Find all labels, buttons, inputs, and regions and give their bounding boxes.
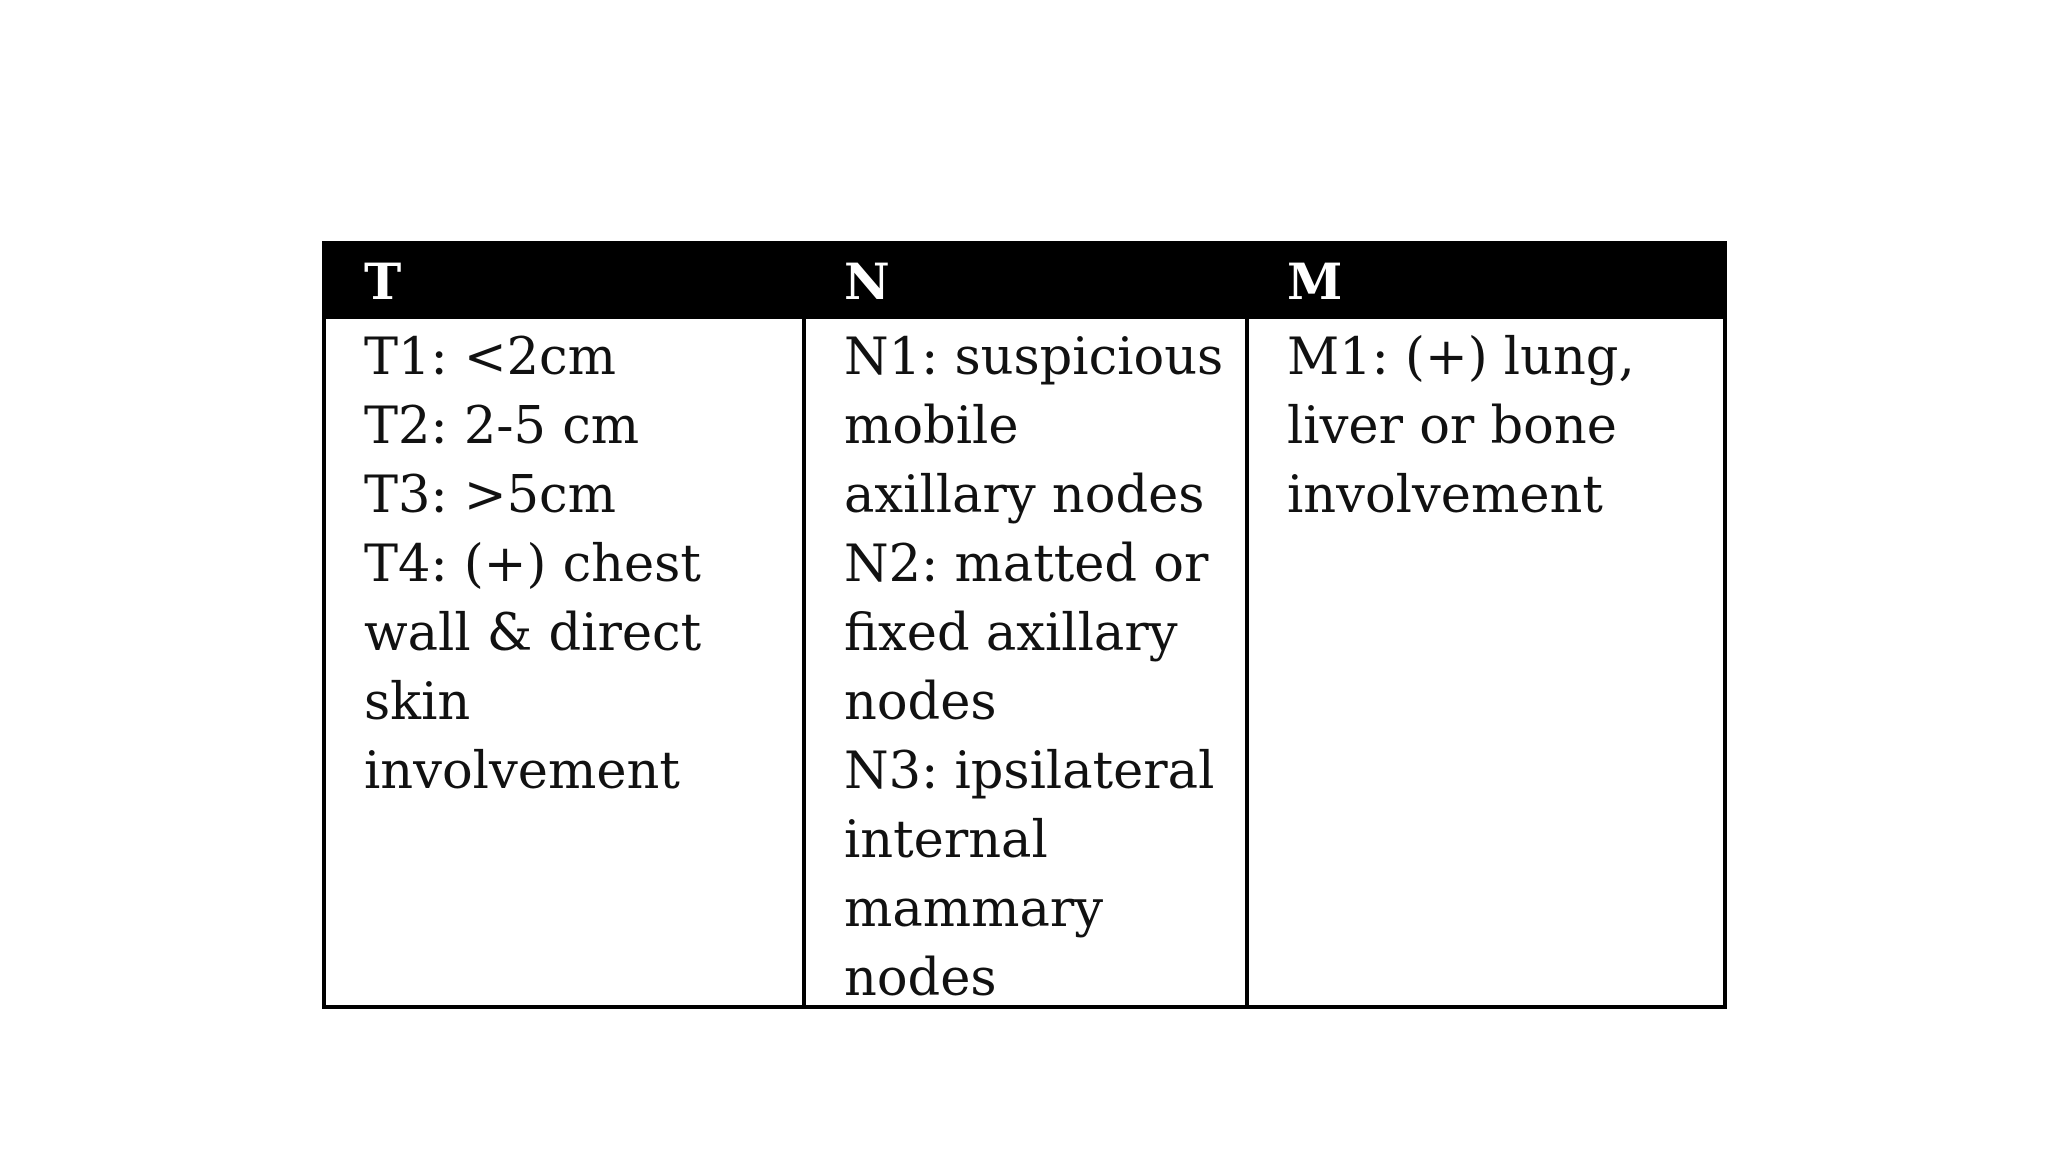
metastasis-line: involvement	[1287, 466, 1603, 525]
tumor-line: T3: >5cm	[364, 466, 616, 525]
node-line: N3: ipsilateral	[844, 742, 1215, 801]
column-divider	[802, 319, 806, 1005]
tumor-line: wall & direct	[364, 604, 702, 663]
node-line: mammary	[844, 880, 1104, 939]
node-line: axillary nodes	[844, 466, 1205, 525]
column-divider	[1245, 319, 1249, 1005]
node-line: mobile	[844, 397, 1019, 456]
node-line: N1: suspicious	[844, 328, 1224, 387]
node-line: internal	[844, 811, 1048, 870]
header-cell-t: T	[364, 252, 402, 311]
tumor-column-cell	[364, 319, 701, 1005]
table-header-row	[326, 245, 1723, 319]
metastasis-line: liver or bone	[1287, 397, 1617, 456]
header-cell-n: N	[844, 252, 890, 311]
node-line: nodes	[844, 949, 997, 1008]
tumor-line: T4: (+) chest	[364, 535, 701, 594]
metastasis-column-cell	[1287, 319, 1635, 1005]
tumor-line: involvement	[364, 742, 680, 801]
node-line: N2: matted or	[844, 535, 1209, 594]
tumor-line: T2: 2-5 cm	[364, 397, 640, 456]
tnm-staging-table	[322, 241, 1727, 1009]
header-cell-m: M	[1287, 252, 1343, 311]
metastasis-line: M1: (+) lung,	[1287, 328, 1635, 387]
node-line: fixed axillary	[844, 604, 1178, 663]
node-column-cell	[844, 319, 1224, 1008]
tumor-line: T1: <2cm	[364, 328, 616, 387]
node-line: nodes	[844, 673, 997, 732]
tumor-line: skin	[364, 673, 471, 732]
